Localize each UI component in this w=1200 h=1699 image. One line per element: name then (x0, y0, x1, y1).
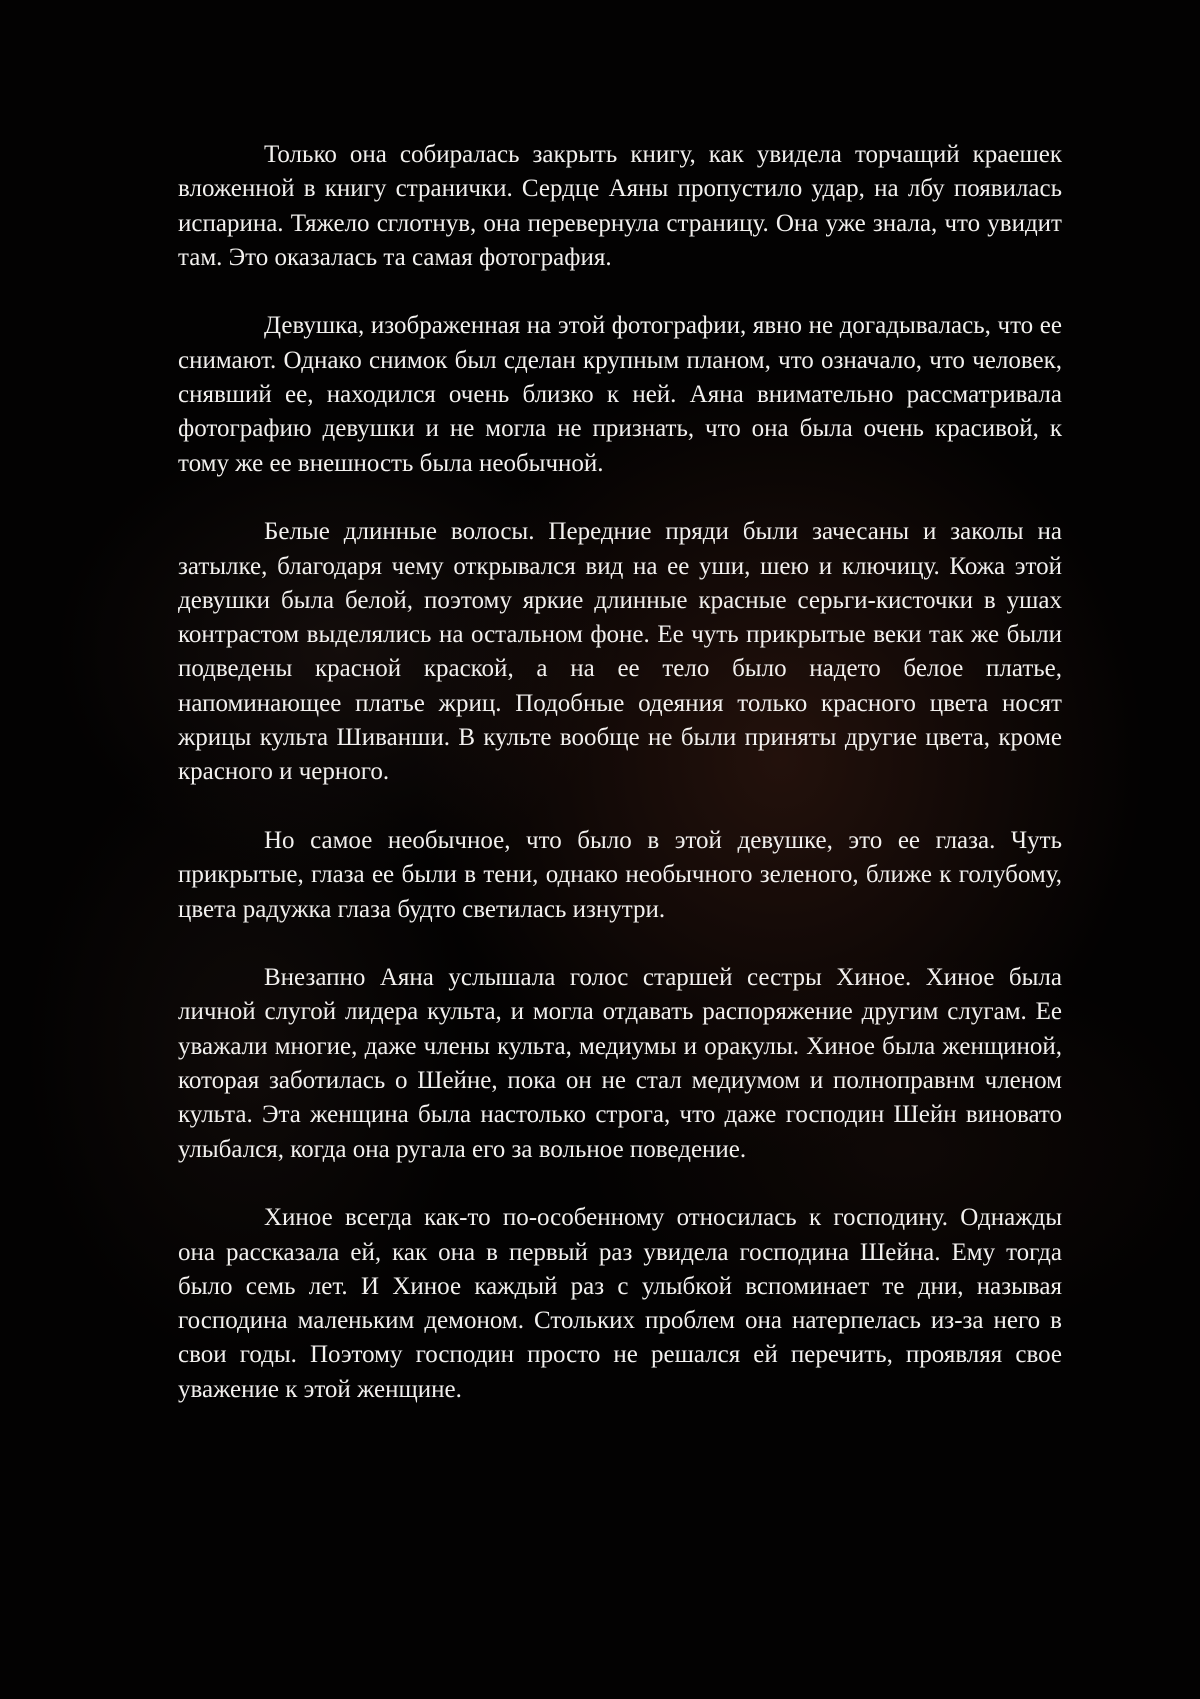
paragraph-4: Но самое необычное, что было в этой девушке, это ее глаза. Чуть прикрытые, глаза ее были в тени, однако необычного зеленого, ближе к голубому, цвета радужка глаза будто светилась изнутри. (178, 826, 1062, 923)
paragraph-3: Белые длинные волосы. Передние пряди были зачесаны и заколы на затылке, благодаря чему открывался вид на ее уши, шею и ключицу. Кожа этой девушки была белой, поэтому яркие длинные красные серьги-кисточки в ушах контрастом выделялись на остальном фоне. Ее чуть прикрытые веки так же были подведены красной краской, а на ее тело было надето белое платье, напоминающее платье жриц. Подобные одеяния только красного цвета носят жрицы культа Шиванши. В культе вообще не были приняты другие цвета, кроме красного и черного. (178, 518, 1062, 786)
paragraph-1: Только она собиралась закрыть книгу, как увидела торчащий краешек вложенной в книгу странички. Сердце Аяны пропустило удар, на лбу появилась испарина. Тяжело сглотнув, она перевернула страницу. Она уже знала, что увидит там. Это оказалась та самая фотография. (178, 141, 1062, 271)
paragraph-2: Девушка, изображенная на этой фотографии, явно не догадывалась, что ее снимают. Однако снимок был сделан крупным планом, что означало, что человек, снявший ее, находился очень близко к ней. Аяна внимательно рассматривала фотографию девушки и не могла не признать, что она была очень красивой, к тому же ее внешность была необычной. (178, 312, 1062, 477)
paragraph-5: Внезапно Аяна услышала голос старшей сестры Хиное. Хиное была личной слугой лидера культа, и могла отдавать распоряжение другим слугам. Ее уважали многие, даже члены культа, медиумы и оракулы. Хиное была женщиной, которая заботилась о Шейне, пока он не стал медиумом и полноправнм членом культа. Эта женщина была настолько строга, что даже господин Шейн виновато улыбался, когда она ругала его за вольное поведение. (178, 964, 1062, 1163)
paragraph-6: Хиное всегда как-то по-особенному относилась к господину. Однажды она рассказала ей, как она в первый раз увидела господина Шейна. Ему тогда было семь лет. И Хиное каждый раз с улыбкой вспоминает те дни, называя господина маленьким демоном. Стольких проблем она натерпелась из-за него в свои годы. Поэтому господин просто не решался ей перечить, проявляя свое уважение к этой женщине. (178, 1204, 1062, 1403)
document-text (178, 138, 1062, 1407)
